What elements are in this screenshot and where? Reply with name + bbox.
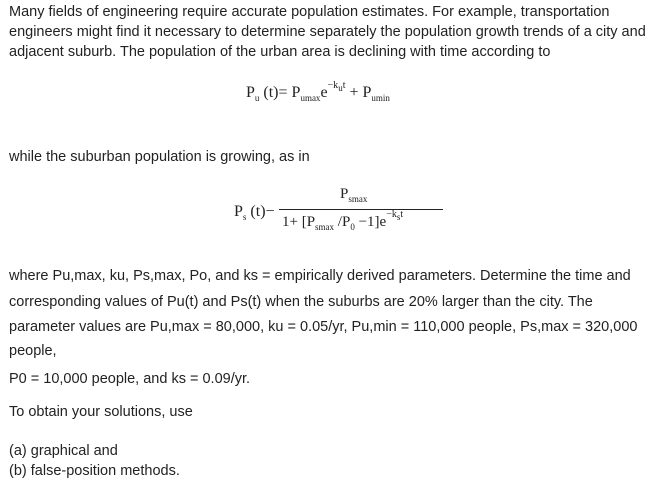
eq2-den-exp-k: −k <box>386 209 397 220</box>
fraction-bar <box>279 209 443 210</box>
eq2-den-mid: /P <box>334 214 351 230</box>
eq2-numerator-sub: smax <box>348 194 368 204</box>
eq2-lhs-arg: (t)− <box>246 203 275 220</box>
parts-list <box>9 441 180 481</box>
eq2-den-end: −1]e <box>354 214 387 230</box>
urban-population-equation <box>246 80 390 104</box>
suburban-equation-numerator <box>340 186 367 204</box>
params-line: people, <box>9 342 57 359</box>
intro-line: Many fields of engineering require accurate population estimates. For example, transportation <box>9 4 610 20</box>
eq2-lhs-sub: s <box>242 212 247 223</box>
eq1-exp-base: e <box>320 84 328 101</box>
obtain-text: To obtain your solutions, use <box>9 404 193 420</box>
eq1-exp-t: t <box>342 80 346 91</box>
suburban-equation-denominator <box>282 209 404 232</box>
eq1-exp-sub: u <box>338 83 343 93</box>
parameters-paragraph <box>9 264 637 392</box>
suburban-text: while the suburban population is growing, as in <box>9 149 310 165</box>
intro-line: engineers might find it necessary to determine separately the population growth trends of a city and <box>9 24 646 40</box>
eq1-plus: + <box>345 84 363 101</box>
intro-line: adjacent suburb. The population of the urban area is declining with time according to <box>9 44 551 60</box>
eq2-den-start: 1+ [P <box>282 214 316 230</box>
eq1-lhs-sub: u <box>254 93 260 104</box>
eq1-exponent <box>328 80 346 91</box>
eq2-lhs: P <box>234 203 243 220</box>
eq2-den-sub1: smax <box>315 222 335 232</box>
eq1-lhs-arg: (t)= <box>259 84 292 101</box>
eq1-exp-k: −k <box>327 80 339 91</box>
intro-paragraph <box>9 2 646 62</box>
eq2-den-exponent <box>386 209 403 220</box>
eq2-den-exp-t: t <box>400 209 404 220</box>
eq2-den-exp-sub: s <box>396 212 401 222</box>
eq1-term1-sub: umax <box>300 93 321 104</box>
eq1-term2-sub: umin <box>371 93 390 104</box>
eq2-numerator: P <box>340 186 349 202</box>
part-b: (b) false-position methods. <box>9 463 180 479</box>
params-line: where Pu,max, ku, Ps,max, Po, and ks = empirically derived parameters. Determine the time and <box>9 268 631 284</box>
params-line: parameter values are Pu,max = 80,000, ku = 0.05/yr, Pu,min = 110,000 people, Ps,max = 320,000 <box>9 319 638 335</box>
part-a: (a) graphical and <box>9 443 118 459</box>
eq2-den-sub2: 0 <box>350 222 355 232</box>
eq1-lhs: P <box>246 84 255 101</box>
eq1-term2: P <box>362 84 372 101</box>
params-line: P0 = 10,000 people, and ks = 0.09/yr. <box>9 370 251 387</box>
params-line: corresponding values of Pu(t) and Ps(t) when the suburbs are 20% larger than the city. The <box>9 293 593 310</box>
eq1-term1: P <box>291 84 301 101</box>
suburban-equation-lhs <box>234 203 275 222</box>
